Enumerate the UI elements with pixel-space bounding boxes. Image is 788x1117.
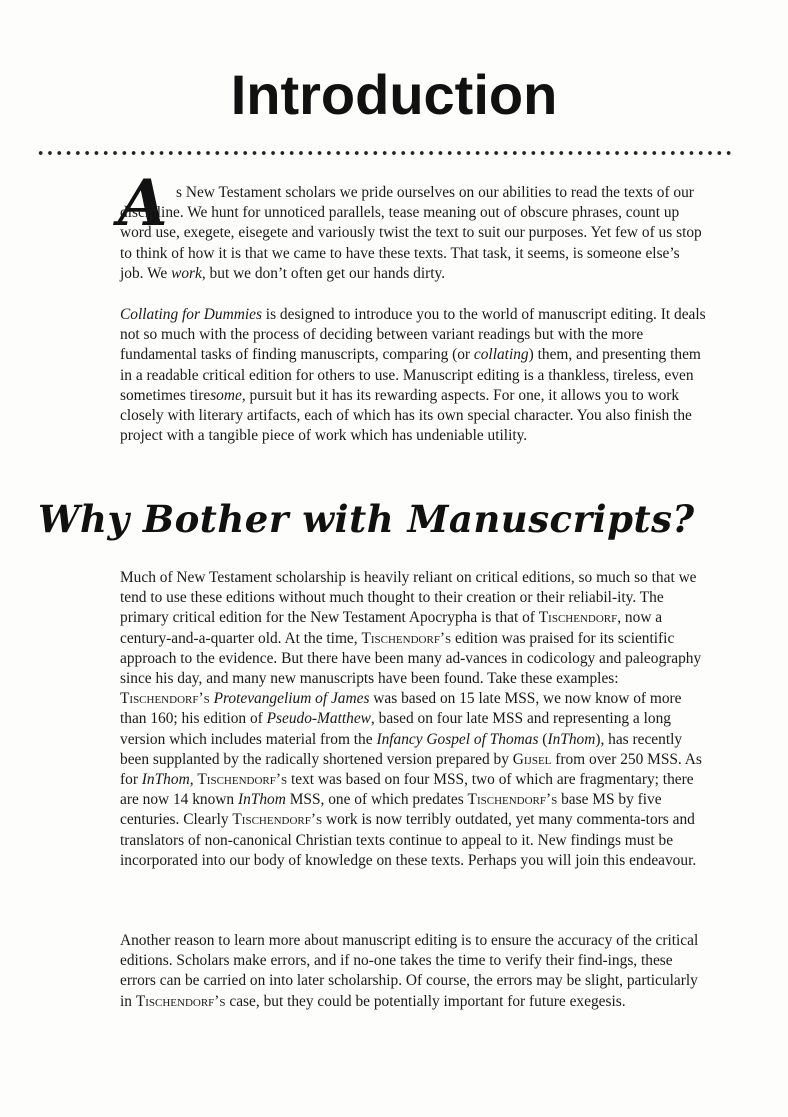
author-name: Tischendorf’s xyxy=(467,791,558,809)
emphasis-collating: collating xyxy=(473,346,529,364)
paragraph-text: Another reason to learn more about manuscript editing is to ensure the accuracy of the critical editions. Scholars make errors, and if no-one takes the time to verify their find-ings, these errors can be carried on into later scholarship. Of course, the errors may be slight, particularly in xyxy=(120,932,699,1010)
book-title: Collating for Dummies xyxy=(120,306,262,323)
dotted-divider xyxy=(36,150,732,156)
paragraph-text: base MS by five centuries. Clearly xyxy=(120,791,662,829)
intro-emphasis: work xyxy=(171,264,202,282)
paragraph-text: text was based on four MSS, two of which are fragmentary; there are now 14 known xyxy=(120,771,694,809)
paragraph-text: ), has recently been supplanted by the radically shortened version prepared by xyxy=(120,730,683,768)
paragraph-text: , now a century-and-a-quarter old. At the time, xyxy=(120,609,663,647)
paragraph-text: Much of New Testament scholarship is heavily reliant on critical editions, so much so that we tend to use these editions without much thought to their creation or their reliabil-ity. The primary critical edition for the New Testament Apocrypha is that of xyxy=(120,569,697,627)
paragraph-text: from over 250 MSS. As for xyxy=(120,750,702,789)
paragraph-text: ( xyxy=(538,730,548,748)
author-name: Tischendorf’s xyxy=(232,811,323,829)
drop-cap: A xyxy=(118,166,168,241)
section-heading: Why Bother with Manuscripts? xyxy=(38,497,695,541)
author-name: Tischendorf’s xyxy=(361,629,452,647)
paragraph-text: MSS, one of which predates xyxy=(285,791,468,809)
paragraph-text: ) them, and presenting them in a readable critical edition for others to use. Manuscript editing is a thankless, tireless, even sometimes tire xyxy=(120,346,701,404)
paragraph-manuscripts xyxy=(120,568,706,871)
paragraph-text: edition was praised for its scientific approach to the evidence. But there have been many ad-vances in codicology and paleography since his day, and many new manuscripts have been found. Take these examples: xyxy=(120,629,702,688)
intro-text: s New Testament scholars we pride ourselves on our abilities to read the texts of our discipline. We hunt for unnoticed parallels, tease meaning out of obscure phrases, count up word use, exegete, eisegete and variously twist the text to suit our purposes. Yet few of us stop to think of how it is that we came to have these texts. That task, it seems, is someone else’s job. We xyxy=(120,184,702,282)
intro-paragraph xyxy=(120,183,706,284)
paragraph-text: work is now terribly outdated, yet many commenta-tors and translators of non-canonical Christian texts continue to appeal to it. New findings must be incorporated into our body of knowledge on these texts. Perhaps you will join this endeavour. xyxy=(120,811,697,869)
emphasis-some: some xyxy=(210,386,242,404)
work-abbrev: InThom xyxy=(547,730,596,748)
author-name: Tischendorf’s xyxy=(197,771,288,789)
paragraph-text: case, but they could be potentially important for future exegesis. xyxy=(225,992,626,1010)
paragraph-collating xyxy=(120,305,706,446)
work-abbrev: InThom xyxy=(141,771,190,789)
author-name: Tischendorf’s xyxy=(120,690,210,708)
author-name: Tischendorf xyxy=(538,609,618,627)
intro-text-end: , but we don’t often get our hands dirty. xyxy=(201,264,446,282)
page-title: Introduction xyxy=(230,63,558,126)
work-title: Infancy Gospel of Thomas xyxy=(376,730,539,748)
paragraph-text: was based on 15 late MSS, we now know of more than 160; his edition of xyxy=(120,690,682,728)
work-abbrev: InThom xyxy=(237,791,286,809)
paragraph-text: is designed to introduce you to the world of manuscript editing. It deals not so much with the process of deciding between variant readings but with the more fundamental tasks of finding manuscripts, comparing (or xyxy=(120,306,706,364)
work-title: Pseudo-Matthew xyxy=(266,710,371,728)
paragraph-text: , xyxy=(189,771,198,789)
work-title: Protevangelium of James xyxy=(213,690,370,708)
paragraph-accuracy xyxy=(120,931,706,1012)
author-name: Gijsel xyxy=(512,750,552,768)
paragraph-text: , based on four late MSS and representing a long version which includes material from the xyxy=(120,710,671,748)
paragraph-text: , pursuit but it has its rewarding aspects. For one, it allows you to work closely with literary artifacts, each of which has its own special character. You also finish the project with a tangible piece of work which has undeniable utility. xyxy=(120,386,692,445)
author-name: Tischendorf’s xyxy=(135,992,226,1010)
